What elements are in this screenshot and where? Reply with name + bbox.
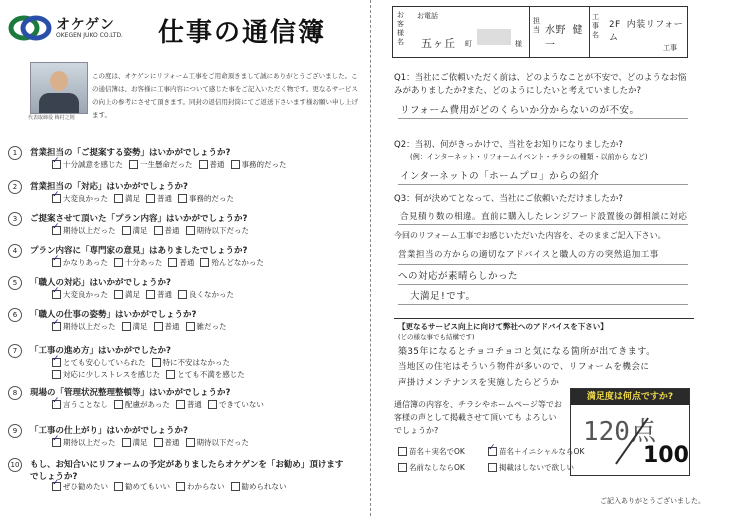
photo-caption: 代表取締役 梅村之則	[28, 115, 75, 121]
town-label: 町	[465, 40, 472, 48]
checkbox[interactable]	[178, 194, 187, 203]
option-label: わからない	[187, 482, 225, 491]
option[interactable]	[52, 257, 108, 268]
option[interactable]	[200, 257, 264, 268]
question-number: 10	[8, 458, 22, 472]
option-label: 特に不安はなかった	[162, 358, 230, 367]
question-number: 3	[8, 212, 22, 226]
question-text: 「職人の対応」はいかがでしょうか?	[30, 278, 171, 288]
advice-title: 【更なるサービス向上に向けて弊社へのアドバイスを下さい】	[398, 322, 608, 331]
consent-label: 名前なしならOK	[409, 463, 465, 472]
option-row	[52, 193, 234, 204]
option-label: 言うことなし	[63, 400, 108, 409]
question-text: 営業担当の「対応」はいかがでしょうか?	[30, 182, 188, 192]
checkbox[interactable]	[122, 322, 131, 331]
header-sep	[529, 7, 530, 57]
option-label: 普通	[164, 438, 180, 447]
question-8	[12, 386, 350, 398]
question-number: 6	[8, 308, 22, 322]
option-label: 普通	[209, 160, 225, 169]
thanks-text: ご記入ありがとうございました。	[600, 497, 705, 505]
option[interactable]	[186, 321, 227, 332]
option[interactable]	[231, 481, 287, 492]
option[interactable]	[154, 321, 180, 332]
tanto-name: 水野 健一	[545, 25, 584, 51]
checkbox[interactable]	[52, 438, 61, 447]
checkbox[interactable]	[168, 258, 177, 267]
question-text: 「職人の仕事の姿勢」はいかがでしょうか?	[30, 310, 197, 320]
checkbox[interactable]	[52, 400, 61, 409]
q4-line2	[398, 284, 688, 285]
checkbox[interactable]	[52, 194, 61, 203]
option-row	[52, 369, 245, 380]
page-title: 仕事の通信簿	[158, 18, 327, 48]
checkbox[interactable]	[52, 258, 61, 267]
option[interactable]	[154, 437, 180, 448]
option-row	[52, 257, 264, 268]
score-max: 100	[643, 443, 689, 468]
option-label: 普通	[157, 290, 172, 299]
option-label: 普通	[164, 226, 180, 235]
checkbox[interactable]	[208, 400, 217, 409]
option-label: 期待以下だった	[196, 226, 249, 235]
question-text: 「工事の仕上がり」はいかがでしょうか?	[30, 426, 188, 436]
option-label: 普通	[164, 322, 180, 331]
checkbox[interactable]	[114, 194, 123, 203]
question-9	[12, 424, 350, 436]
option[interactable]	[114, 399, 170, 410]
option[interactable]	[178, 193, 234, 204]
option[interactable]	[208, 399, 264, 410]
question-3	[12, 212, 350, 224]
brand-logo	[8, 14, 52, 42]
option[interactable]	[129, 159, 193, 170]
option-label: 満足	[125, 290, 140, 299]
question-text: ご提案させて頂いた「プラン内容」はいかがでしょうか?	[30, 214, 248, 224]
intro-text: この度は、オケゲンにリフォーム工事をご用命頂きまして誠にありがとうございました。この通信簿は、お客様に工事内容について感じた事をご記入いただく物です。更なるサービスの向上の参考にさせて頂きます。同封の返信用封筒にてご返送下さいます様お願い申し上げます。	[92, 72, 358, 119]
customer-header	[392, 6, 688, 58]
question-1	[12, 146, 350, 158]
option[interactable]	[52, 193, 108, 204]
checkbox[interactable]	[186, 322, 195, 331]
checkbox[interactable]	[176, 400, 185, 409]
checkbox[interactable]	[152, 358, 161, 367]
checkbox[interactable]	[166, 370, 175, 379]
question-6	[12, 308, 350, 320]
q3-answer: 合見積り数の相違。直前に購入したレンジフード設置後の御相談に対応	[400, 212, 688, 222]
option[interactable]	[52, 369, 160, 380]
option-label: とても安心していられた	[63, 358, 146, 367]
score-label: 満足度は何点ですか?	[571, 389, 689, 405]
option[interactable]	[52, 159, 123, 170]
checkbox[interactable]	[52, 160, 61, 169]
option-label: 満足	[132, 438, 148, 447]
checkbox[interactable]	[52, 482, 61, 491]
option-row	[52, 321, 227, 332]
option-label: 事務的だった	[241, 160, 287, 169]
question-number: 1	[8, 146, 22, 160]
checkbox[interactable]	[398, 447, 407, 456]
option-label: 普通	[179, 258, 195, 267]
consent-label: 苗名＋実名でOK	[409, 447, 465, 456]
score-handwritten: 120点	[583, 417, 656, 447]
question-number: 5	[8, 276, 22, 290]
customer-label: お客様名	[397, 11, 404, 46]
option[interactable]	[186, 437, 250, 448]
consent-label: 掲載はしないで欲しい	[499, 463, 574, 472]
option-row	[52, 357, 230, 368]
option[interactable]	[176, 481, 225, 492]
option-label: 勧めてもいい	[125, 482, 170, 491]
option-label: 期待以上だった	[63, 226, 116, 235]
advice-1: 築35年になるとチョコチョコと気になる箇所が出てきます。	[398, 347, 656, 357]
sama-label: 様	[515, 40, 522, 48]
q4-line1	[398, 264, 688, 265]
option[interactable]	[52, 481, 108, 492]
option-label: ぜひ勧めたい	[63, 482, 108, 491]
option-row	[52, 225, 249, 236]
checkbox[interactable]	[199, 160, 208, 169]
q2-answer: インターネットの「ホームプロ」からの紹介	[400, 171, 600, 182]
q2-sub: (例：インターネット・リフォームイベント・チラシの種類・以前から など)	[410, 153, 648, 161]
option[interactable]	[186, 225, 250, 236]
option[interactable]	[176, 399, 202, 410]
option[interactable]	[52, 437, 116, 448]
advice-sub: (どの様な事でも結構です)	[398, 333, 475, 341]
q1-line	[398, 118, 688, 119]
center-divider	[370, 0, 372, 516]
checkbox[interactable]	[114, 258, 123, 267]
question-text: 現場の「管理状況整理整頓等」はいかがでしょうか?	[30, 388, 231, 398]
question-7	[12, 344, 350, 356]
checkbox[interactable]	[122, 226, 131, 235]
consent-option[interactable]	[488, 462, 574, 473]
question-number: 8	[8, 386, 22, 400]
option-label: 配慮があった	[125, 400, 170, 409]
q4-line3	[398, 304, 688, 305]
checkbox[interactable]	[52, 226, 61, 235]
koji-suffix: 工事	[663, 44, 677, 52]
option-label: 期待以上だった	[63, 322, 116, 331]
option-label: 大変良かった	[63, 290, 108, 299]
option-label: 良くなかった	[189, 290, 234, 299]
option[interactable]	[146, 289, 172, 300]
checkbox[interactable]	[200, 258, 209, 267]
q4-text: 今回のリフォーム工事でお感じいただいた内容を、そのままご記入下さい。	[394, 231, 666, 240]
checkbox[interactable]	[231, 160, 240, 169]
score-box	[570, 388, 690, 476]
question-number: 4	[8, 244, 22, 258]
consent-option[interactable]	[398, 446, 465, 457]
option-label: できていない	[218, 400, 264, 409]
question-5	[12, 276, 350, 288]
option[interactable]	[52, 399, 108, 410]
option-label: 十分あった	[124, 258, 163, 267]
checkbox[interactable]	[154, 226, 163, 235]
tel-label: お電話	[417, 12, 438, 20]
question-4	[12, 244, 350, 256]
option[interactable]	[52, 225, 116, 236]
checkbox[interactable]	[114, 482, 123, 491]
q1-answer: リフォーム費用がどのくらいか分からないのが不安。	[400, 105, 640, 116]
option-label: 満足	[125, 194, 140, 203]
option[interactable]	[166, 369, 245, 380]
option-row	[52, 159, 287, 170]
checkbox[interactable]	[146, 290, 155, 299]
q3-text: Q3：何が決めてとなって、当社にご依頼いただけましたか?	[394, 194, 623, 204]
checkbox[interactable]	[154, 322, 163, 331]
question-number: 7	[8, 344, 22, 358]
option-row	[52, 437, 249, 448]
option[interactable]	[122, 321, 148, 332]
option[interactable]	[52, 321, 116, 332]
option-label: 勧められない	[241, 482, 287, 491]
option-label: 普通	[157, 194, 172, 203]
option[interactable]	[114, 289, 140, 300]
consent-label: 苗名＋イニシャルならOK	[499, 447, 585, 456]
koji-label: 工事名	[592, 13, 599, 39]
option-label: 事務的だった	[189, 194, 234, 203]
option-label: 満足	[132, 226, 148, 235]
checkbox[interactable]	[488, 463, 497, 472]
option[interactable]	[146, 193, 172, 204]
option-label: 対応に少しストレスを感じた	[63, 370, 161, 379]
option[interactable]	[114, 481, 170, 492]
president-photo	[30, 62, 88, 114]
option-label: 雑だった	[196, 322, 227, 331]
checkbox[interactable]	[154, 438, 163, 447]
question-10	[10, 458, 350, 482]
advice-2: 当地区の住宅はそういう物件が多いので、リフォームを機会に	[398, 362, 650, 372]
option-label: 一生懸命だった	[140, 160, 193, 169]
koji-name: 2F 内装リフォーム	[609, 20, 684, 43]
checkbox[interactable]	[186, 226, 195, 235]
q4-answer-1: 営業担当の方からの適切なアドバイスと職人の方の突然追加工事	[398, 250, 659, 260]
checkbox[interactable]	[231, 482, 240, 491]
option[interactable]	[52, 289, 108, 300]
q4-answer-2: への対応が素晴らしかった	[398, 271, 519, 282]
option-label: 十分誠意を感じた	[63, 160, 123, 169]
option[interactable]	[168, 257, 194, 268]
q2-text: Q2：当初、何がきっかけで、当社をお知りになりましたか?	[394, 140, 623, 150]
checkbox[interactable]	[146, 194, 155, 203]
question-2	[12, 180, 350, 192]
option-label: 大変良かった	[63, 194, 108, 203]
checkbox[interactable]	[398, 463, 407, 472]
option[interactable]	[199, 159, 225, 170]
redacted-name	[477, 29, 511, 45]
q4-answer-3: 大満足!です。	[410, 291, 476, 302]
customer-area: 五ヶ丘	[421, 37, 456, 50]
question-text: プラン内容に「専門家の意見」はありましたでしょうか?	[30, 246, 248, 256]
checkbox[interactable]	[176, 482, 185, 491]
question-number: 9	[8, 424, 22, 438]
brand-name: オケゲン	[56, 17, 115, 33]
question-number: 2	[8, 180, 22, 194]
checkbox[interactable]	[488, 447, 497, 456]
option-row	[52, 289, 234, 300]
advice-3: 声掛けメンテナンスを実施したらどうか	[398, 378, 560, 388]
q2-line	[398, 184, 688, 185]
brand-sub: OKEGEN JUKO CO.LTD.	[56, 32, 123, 39]
checkbox[interactable]	[178, 290, 187, 299]
checkbox[interactable]	[114, 400, 123, 409]
checkbox[interactable]	[186, 438, 195, 447]
option-label: とても不満を感じた	[177, 370, 245, 379]
checkbox[interactable]	[114, 290, 123, 299]
option-label: 満足	[132, 322, 148, 331]
option-label: 期待以上だった	[63, 438, 116, 447]
option[interactable]	[114, 193, 140, 204]
option[interactable]	[152, 357, 231, 368]
option[interactable]	[154, 225, 180, 236]
checkbox[interactable]	[52, 370, 61, 379]
checkbox[interactable]	[129, 160, 138, 169]
checkbox[interactable]	[52, 358, 61, 367]
option[interactable]	[231, 159, 287, 170]
checkbox[interactable]	[52, 322, 61, 331]
option-label: 期待以下だった	[196, 438, 249, 447]
option-label: 殆んどなかった	[211, 258, 264, 267]
question-text: 営業担当の「ご提案する姿勢」はいかがでしょうか?	[30, 148, 231, 158]
option[interactable]	[178, 289, 234, 300]
consent-text: 通信簿の内容を、チラシやホームページ等でお客様の声として掲載させて頂いても よろしいでしょうか?	[394, 400, 562, 435]
tanto-label: 担当	[533, 17, 540, 34]
option[interactable]	[122, 437, 148, 448]
checkbox[interactable]	[52, 290, 61, 299]
option[interactable]	[122, 225, 148, 236]
consent-option[interactable]	[398, 462, 465, 473]
question-text: もし、お知合いにリフォームの予定がありましたらオケゲンを「お勧め」頂けますでしょうか?	[30, 460, 344, 482]
option[interactable]	[52, 357, 146, 368]
question-text: 「工事の進め方」はいかがでしたか?	[30, 346, 171, 356]
option-row	[52, 481, 287, 492]
header-sep2	[589, 7, 590, 57]
option-label: 普通	[186, 400, 202, 409]
checkbox[interactable]	[122, 438, 131, 447]
q3-line	[398, 224, 688, 225]
q1-text: Q1：当社にご依頼いただく前は、どのようなことが不安で、どのようなお悩みがありましたか?また、どのようにしたいと考えていましたか?	[394, 73, 687, 96]
option[interactable]	[114, 257, 162, 268]
option-row	[52, 399, 264, 410]
option-label: かなりあった	[63, 258, 108, 267]
